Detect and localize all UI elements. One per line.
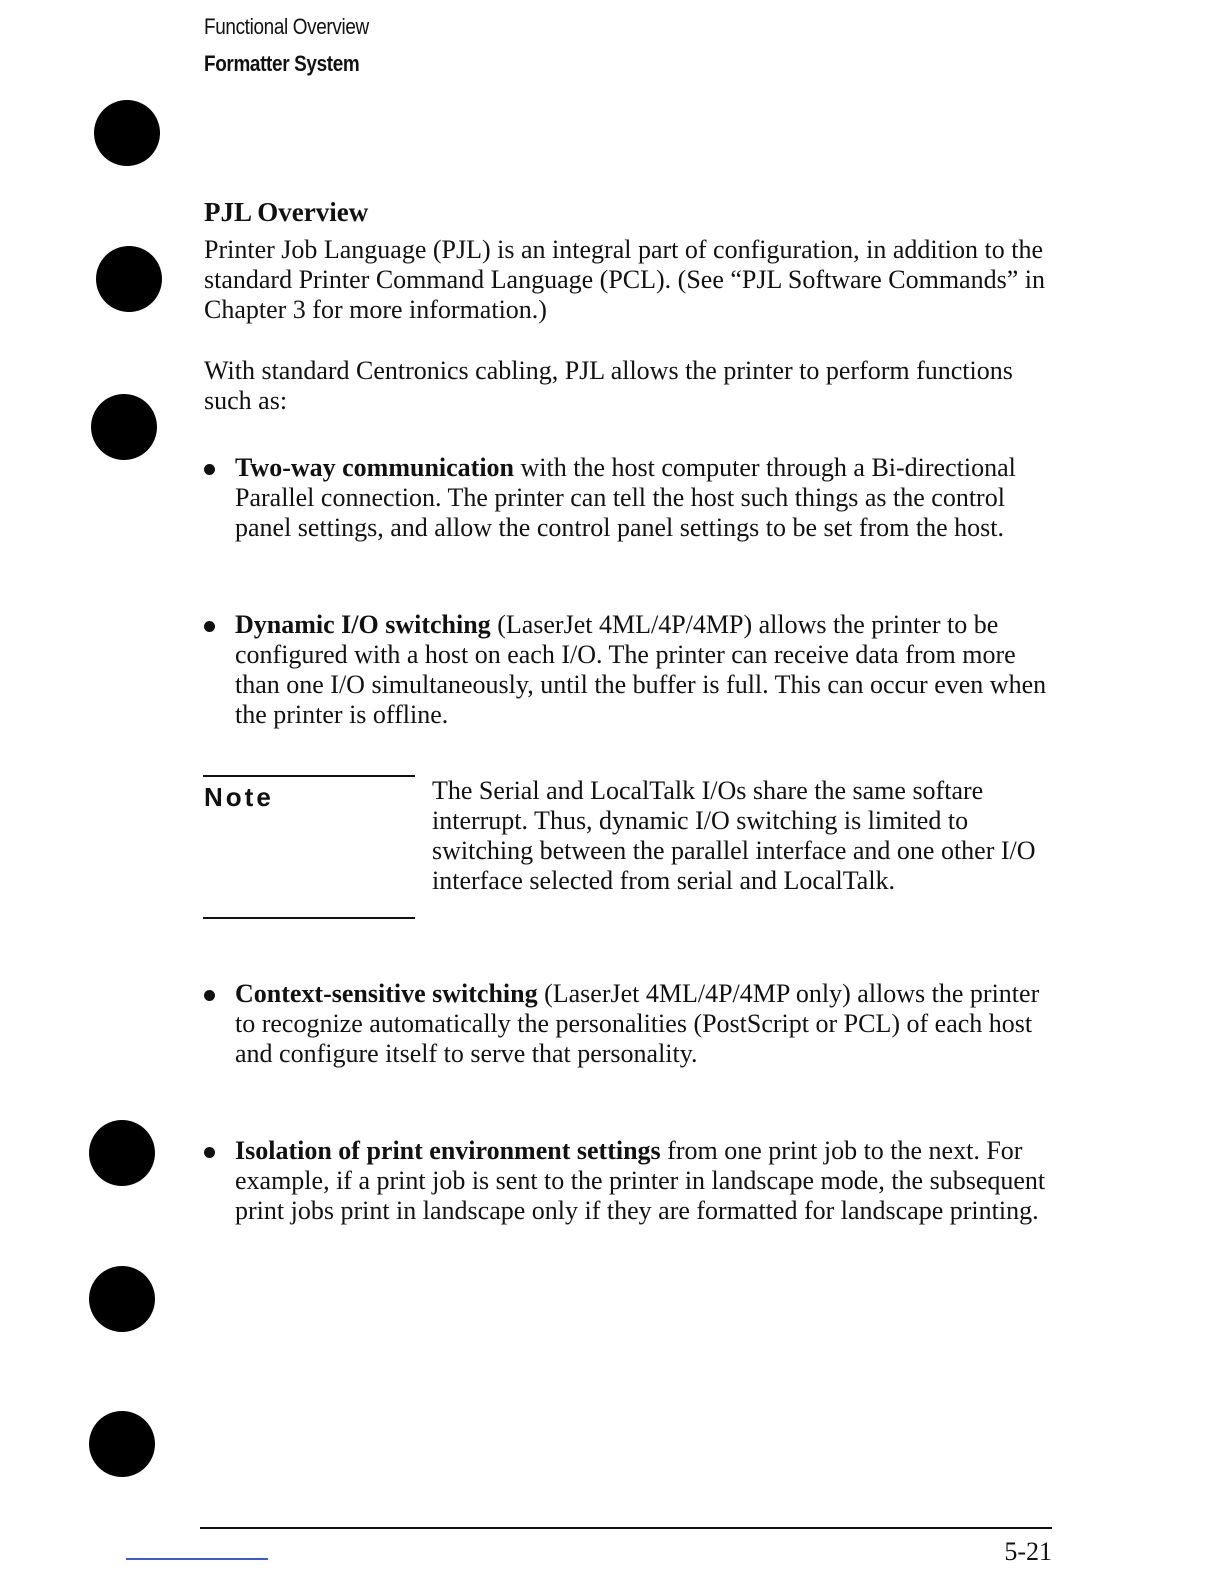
bullet-text: (LaserJet 4ML/4P/4MP) allows the printer to be configured with a host on each I/O. The printer can receive data from more than one I/O simultaneously, until the buffer is full. This can occur even when the printer is offline. — [235, 610, 1047, 729]
binder-hole-4 — [89, 1120, 155, 1186]
note-label: Note — [204, 782, 274, 812]
intro-paragraph: Printer Job Language (PJL) is an integral part of configuration, in addition to the standard Printer Command Language (PCL). (See “PJL Software Commands” in Chapter 3 for more information.) — [204, 235, 1045, 324]
page-title: PJL Overview — [204, 197, 369, 227]
binder-hole-6 — [89, 1411, 155, 1477]
bullet-term: Two-way communication — [235, 453, 515, 482]
list-item — [204, 453, 1054, 543]
bullet-term: Context-sensitive switching — [235, 979, 538, 1008]
bullet-term: Dynamic I/O switching — [235, 610, 491, 639]
functions-paragraph: With standard Centronics cabling, PJL allows the printer to perform functions such as: — [204, 356, 1013, 415]
chapter-title: Functional Overview — [204, 14, 369, 39]
note-rule-bottom — [203, 917, 415, 919]
binder-hole-2 — [96, 246, 162, 312]
section-title: Formatter System — [204, 51, 360, 76]
footer-rule — [200, 1527, 1052, 1529]
binder-hole-1 — [94, 100, 160, 166]
bullet-icon — [204, 1147, 215, 1158]
list-item — [204, 610, 1054, 730]
binder-hole-5 — [89, 1266, 155, 1332]
page-number: 5-21 — [1004, 1537, 1052, 1566]
list-item — [204, 1136, 1054, 1226]
note-text: The Serial and LocalTalk I/Os share the same softare interrupt. Thus, dynamic I/O switching is limited to switching between the parallel interface and one other I/O interface selected from serial and LocalTalk. — [432, 776, 1036, 895]
bullet-icon — [204, 990, 215, 1001]
bullet-icon — [204, 621, 215, 632]
bullet-text: with the host computer through a Bi-directional Parallel connection. The printer can tell the host such things as the control panel settings, and allow the control panel settings to be set from the host. — [235, 453, 1016, 542]
bullet-text: from one print job to the next. For example, if a print job is sent to the printer in landscape mode, the subsequent print jobs print in landscape only if they are formatted for landscape printing. — [235, 1136, 1046, 1225]
note-rule-top — [203, 775, 415, 777]
bullet-term: Isolation of print environment settings — [235, 1136, 661, 1165]
bullet-icon — [204, 464, 215, 475]
bullet-text: (LaserJet 4ML/4P/4MP only) allows the printer to recognize automatically the personalities (PostScript or PCL) of each host and configure itself to serve that personality. — [235, 979, 1040, 1068]
footer-blue-rule — [126, 1558, 268, 1560]
binder-hole-3 — [91, 394, 157, 460]
list-item — [204, 979, 1054, 1069]
